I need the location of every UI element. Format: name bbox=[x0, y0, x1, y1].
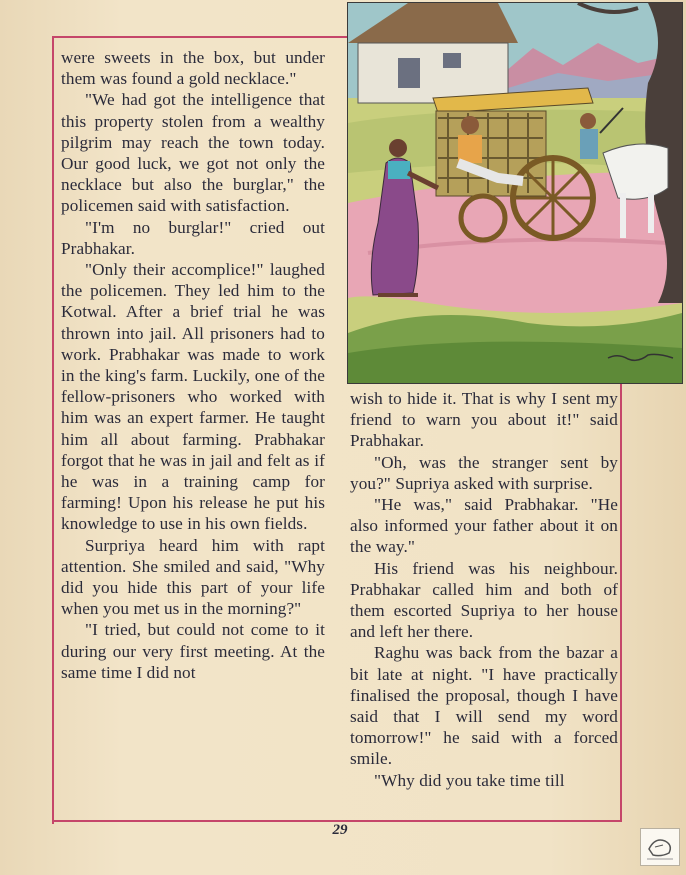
publisher-logo-icon bbox=[640, 828, 680, 866]
paragraph: "Why did you take time till bbox=[374, 770, 565, 790]
left-text-column bbox=[61, 47, 325, 683]
bullock-cart-illustration bbox=[348, 3, 682, 383]
paragraph: "Only their accomplice!" laughed the policemen. They led him to the Kotwal. After a brief trial he was thrown into jail. All prisoners had to work. Prabhakar was made to work in the king's farm. Luckily, one of the fellow-prisoners who worked with him was an expert farmer. He taught him all about farming. Prabhakar forgot that he was in jail and felt as if he was in a training camp for farming! Upon his release he put his knowledge to use in his own fields. bbox=[61, 260, 325, 534]
paragraph: "I'm no burglar!" cried out Prabhakar. bbox=[61, 217, 325, 258]
page-number: 29 bbox=[332, 822, 348, 838]
paragraph: wish to hide it. That is why I sent my friend to warn you about it!" said Prabhakar. bbox=[350, 389, 618, 451]
paragraph: "He was," said Prabhakar. "He also informed your father about it on the way." bbox=[350, 495, 618, 557]
paragraph: His friend was his neighbour. Prabhakar called him and both of them escorted Supriya to her house and left her there. bbox=[350, 558, 618, 642]
paragraph: "We had got the intelligence that this property stolen from a wealthy pilgrim may reach the town today. Our good luck, we got not only the necklace but also the burglar," the policemen said with satisfaction. bbox=[61, 90, 325, 216]
right-text-column bbox=[350, 388, 618, 791]
story-illustration bbox=[347, 2, 683, 384]
paragraph: Raghu was back from the bazar a bit late at night. "I have practically finalised the proposal, though I have said that I will send my word tomorrow!" he said with a forced smile. bbox=[350, 643, 618, 769]
paragraph: "I tried, but could not come to it during our very first meeting. At the same time I did not bbox=[61, 620, 325, 682]
paragraph: Surpriya heard him with rapt attention. She smiled and said, "Why did you hide this part of your life when you met us in the morning?" bbox=[61, 535, 325, 619]
paragraph: were sweets in the box, but under them was found a gold necklace." bbox=[61, 48, 325, 89]
paragraph: "Oh, was the stranger sent by you?" Supriya asked with surprise. bbox=[350, 452, 618, 493]
page-frame-right bbox=[620, 383, 622, 822]
